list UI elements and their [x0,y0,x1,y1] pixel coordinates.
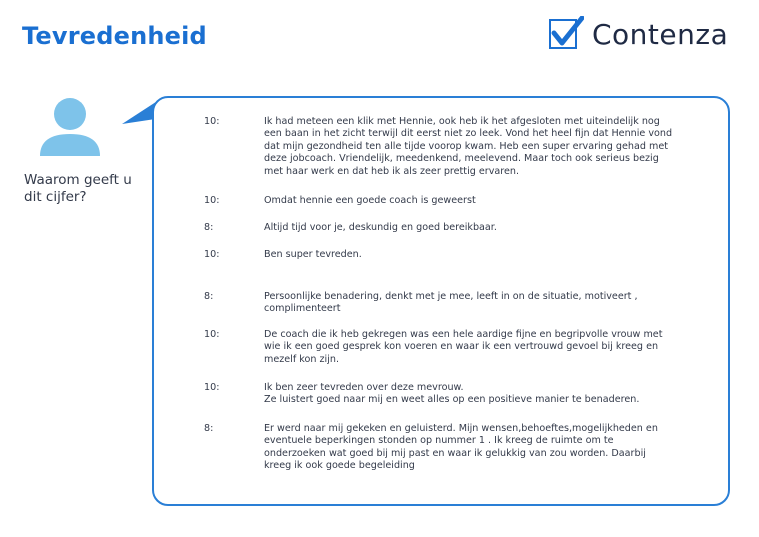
brand-name: Contenza [592,17,729,51]
response-text: Ik ben zeer tevreden over deze mevrouw. Ze luistert goed naar mij en weet alles op een positieve manier te benaderen. [264,382,640,406]
response-score: 10: [204,329,220,340]
response-score: 8: [204,423,214,434]
response-text: Ik had meteen een klik met Hennie, ook heb ik het afgesloten met uiteindelijk nog een baan in het zicht terwijl dit eerst niet zo leek. Vond het heel fijn dat Hennie vond dat mijn gezondheid ten alle tijde voorop kwam. Heb een super ervaring gehad met deze jobcoach. Vriendelijk, meedenkend, meelevend. Maar toch ook serieus bezig met haar werk en dat heb ik als zeer prettig ervaren. [264,116,673,177]
question-text: Waarom geeft u dit cijfer? [24,172,132,205]
response-text: Er werd naar mij gekeken en geluisterd. Mijn wensen,behoeftes,mogelijkheden en eventuele beperkingen stonden op nummer 1 . Ik kreeg de ruimte om te onderzoeken wat goed bij mij past en waar ik gelukkig van zou worden. Daarbij kreeg ik ook goede begeleiding [264,423,658,472]
response-text: De coach die ik heb gekregen was een hele aardige fijne en begripvolle vrouw met wie ik een goed gesprek kon voeren en waar ik een vertrouwd gevoel bij kreeg en mezelf kon zijn. [264,329,663,365]
response-text: Altijd tijd voor je, deskundig en goed bereikbaar. [264,222,497,233]
user-avatar-icon [36,96,104,156]
brand-logo [548,14,728,54]
response-score: 10: [204,116,220,127]
response-score: 10: [204,249,220,260]
response-score: 10: [204,382,220,393]
checkmark-logo-icon [548,16,584,52]
page-title: Tevredenheid [22,22,207,50]
response-text: Omdat hennie een goede coach is geweerst [264,195,476,206]
response-score: 8: [204,291,214,302]
responses-bubble [152,96,730,506]
response-text: Persoonlijke benadering, denkt met je mee, leeft in on de situatie, motiveert , complimenteert [264,291,638,315]
response-score: 8: [204,222,214,233]
response-score: 10: [204,195,220,206]
response-text: Ben super tevreden. [264,249,362,260]
response-item [204,116,673,178]
